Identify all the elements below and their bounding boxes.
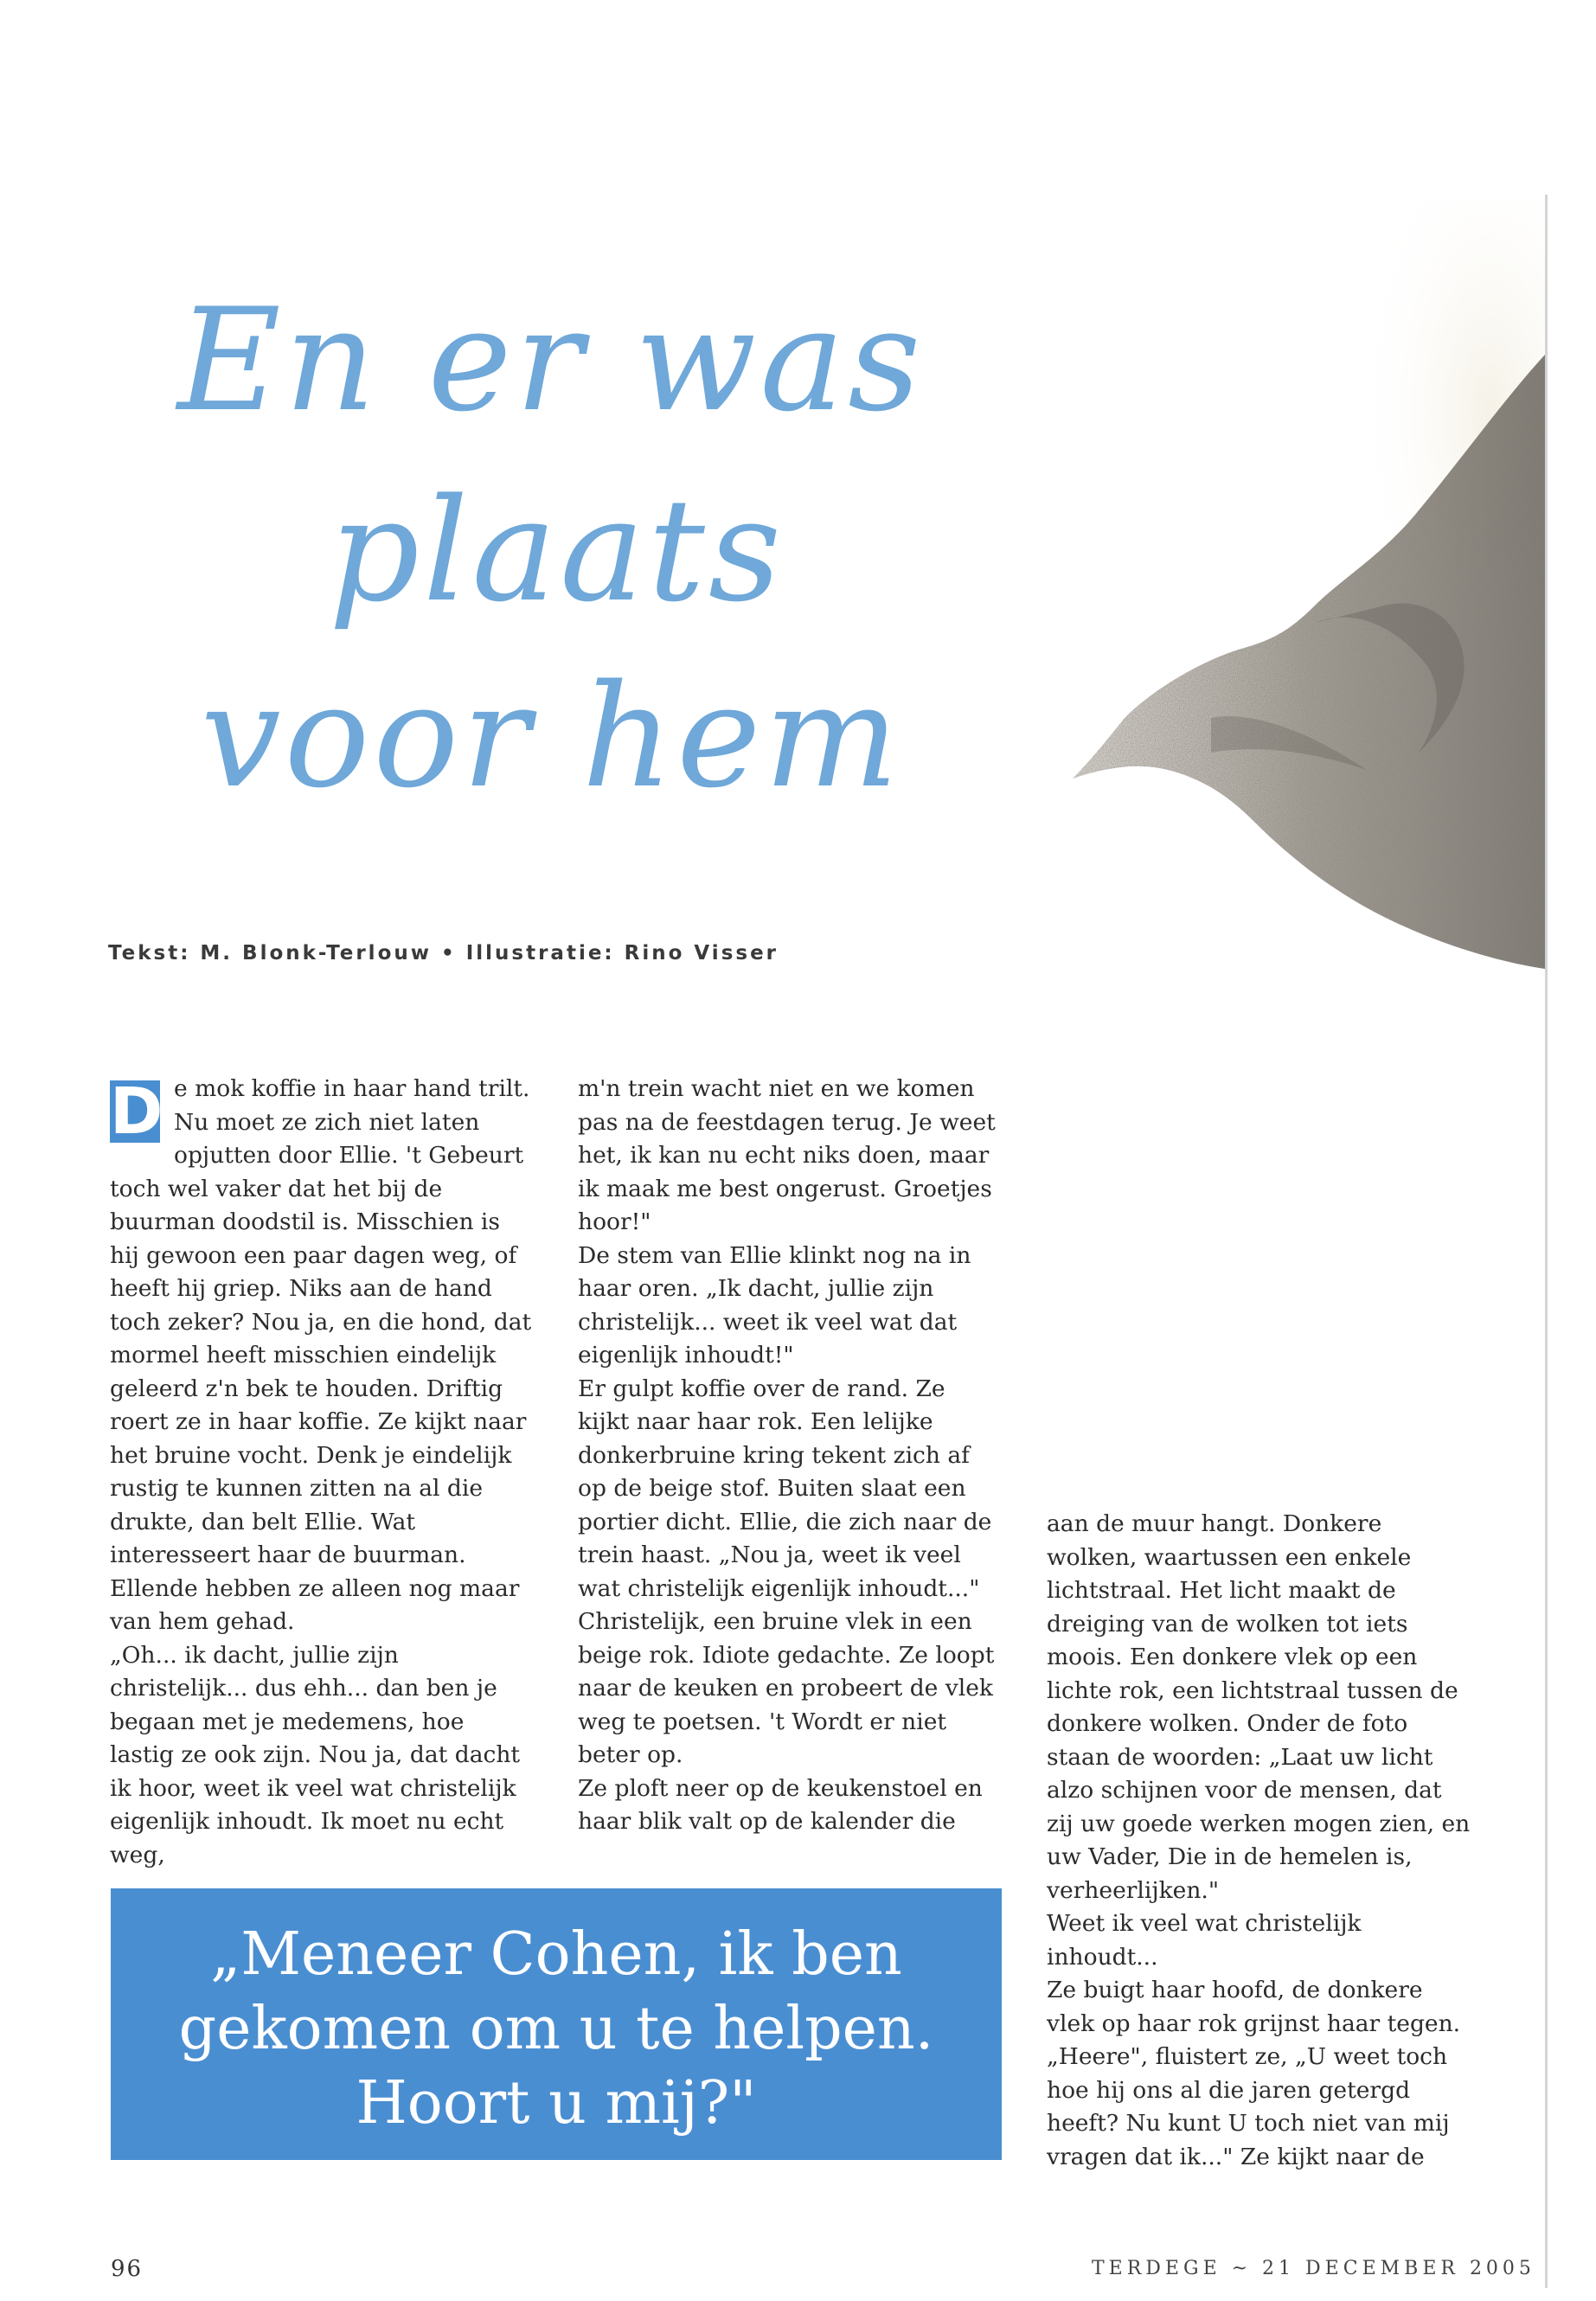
column-2-paragraph: m'n trein wacht niet en we komen pas na de feestdagen terug. Je weet het, ik kan nu echt niks doen, maar ik maak me best ongerust. Groetjes hoor!"	[578, 1075, 996, 1235]
page-edge-line	[1545, 195, 1548, 2288]
article-column-3	[1047, 1508, 1471, 2174]
column-1-paragraph: „Oh... ik dacht, jullie zijn christelijk... dus ehh... dan ben je begaan met je medemens, hoe lastig ze ook zijn. Nou ja, dat dacht ik hoor, weet ik veel wat christelijk eigenlijk inhoudt. Ik moet nu echt weg,	[110, 1641, 521, 1868]
column-3-paragraph: aan de muur hangt. Donkere wolken, waartussen een enkele lichtstraal. Het licht maakt de dreiging van de wolken tot iets moois. Een donkere vlek op een lichte rok, een lichtstraal tussen de donkere wolken. Onder de foto staan de woorden: „Laat uw licht alzo schijnen voor de mensen, dat zij uw goede werken mogen zien, en uw Vader, Die in de hemelen is, verheerlijken."	[1047, 1510, 1471, 1904]
column-2-paragraph: Er gulpt koffie over de rand. Ze kijkt naar haar rok. Een lelijke donkerbruine kring tekent zich af op de beige stof. Buiten slaat een portier dicht. Ellie, die zich naar de trein haast. „Nou ja, weet ik veel wat christelijk eigenlijk inhoudt..." Christelijk, een bruine vlek in een beige rok. Idiote gedachte. Ze loopt naar de keuken en probeert de vlek weg te poetsen. 't Wordt er niet beter op.	[578, 1375, 995, 1768]
pull-quote-line: Hoort u mij?"	[356, 2069, 757, 2138]
article-title-line-2: plaats	[329, 468, 785, 633]
page-number: 96	[111, 2256, 144, 2282]
column-3-paragraph: Ze buigt haar hoofd, de donkere vlek op haar rok grijnst haar tegen. „Heere", fluistert ze, „U weet toch hoe hij ons al die jaren getergd heeft? Nu kunt U toch niet van mij vragen dat ik..." Ze kijkt naar de	[1047, 1977, 1461, 2170]
pull-quote-line: „Meneer Cohen, ik ben	[210, 1920, 902, 1989]
pull-quote-text	[111, 1918, 1002, 2141]
pencil-illustration	[1055, 199, 1545, 1064]
pull-quote-line: gekomen om u te helpen.	[178, 1995, 934, 2063]
article-column-2	[578, 1073, 1002, 1839]
article-title-line-1: En er was	[177, 278, 925, 443]
article-credits: Tekst: M. Blonk-Terlouw • Illustratie: Rino Visser	[108, 942, 779, 965]
article-column-1	[110, 1073, 534, 1872]
column-2-paragraph: Ze ploft neer op de keukenstoel en haar blik valt op de kalender die	[578, 1774, 983, 1835]
column-2-paragraph: De stem van Ellie klinkt nog na in haar oren. „Ik dacht, jullie zijn christelijk... weet ik veel wat dat eigenlijk inhoudt!"	[578, 1241, 971, 1368]
article-title-line-3: voor hem	[201, 654, 902, 819]
column-3-paragraph: Weet ik veel wat christelijk inhoudt...	[1047, 1910, 1362, 1971]
pull-quote-box	[111, 1888, 1002, 2160]
column-1-paragraph: e mok koffie in haar hand trilt. Nu moet ze zich niet laten opjutten door Ellie. 't Gebeurt toch wel vaker dat het bij de buurman doodstil is. Misschien is hij gewoon een paar dagen weg, of heeft hij griep. Niks aan de hand toch zeker? Nou ja, en die hond, dat mormel heeft misschien eindelijk geleerd z'n bek te houden. Driftig roert ze in haar koffie. Ze kijkt naar het bruine vocht. Denk je eindelijk rustig te kunnen zitten na al die drukte, dan belt Ellie. Wat interesseert haar de buurman. Ellende hebben ze alleen nog maar van hem gehad.	[110, 1075, 532, 1635]
drop-cap: D	[110, 1074, 163, 1149]
magazine-footer: TERDEGE ~ 21 DECEMBER 2005	[1092, 2258, 1535, 2279]
